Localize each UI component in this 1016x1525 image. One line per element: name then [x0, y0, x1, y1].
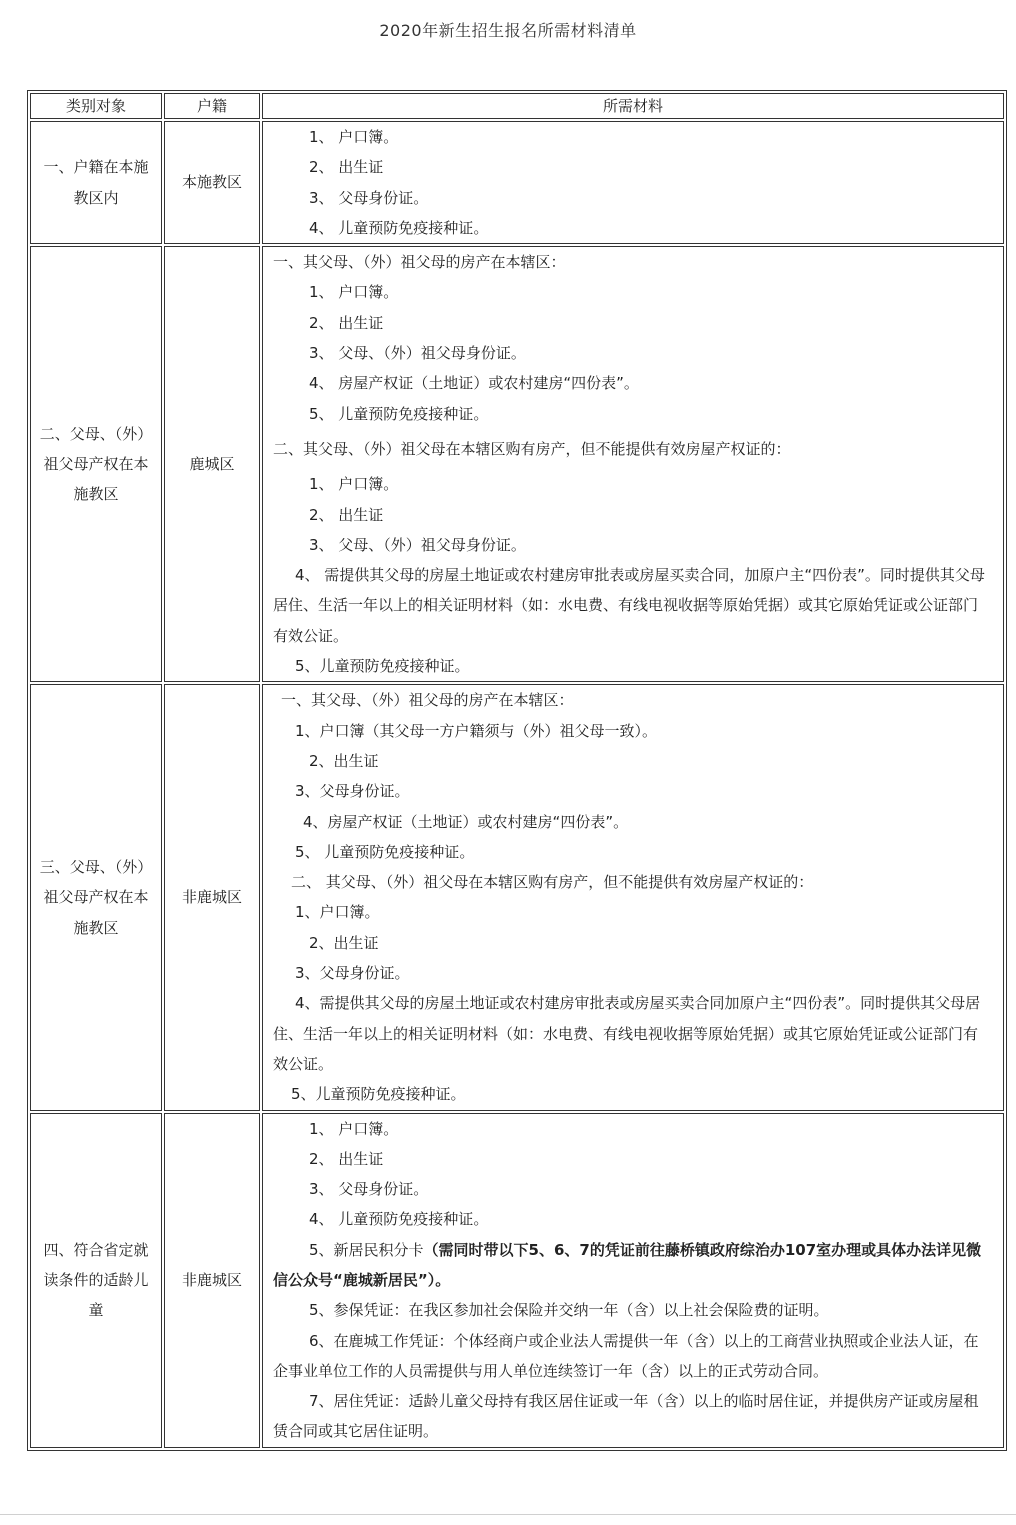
list-item: 1、 户口簿。	[309, 128, 399, 146]
category-cell: 一、户籍在本施教区内	[30, 121, 162, 244]
bold-note: （需同时带以下5、6、7的凭证前往藤桥镇政府综治办107室办理或具体办法详见微信公众号“鹿城新居民”）。	[273, 1240, 982, 1289]
list-item: 3、 父母身份证。	[309, 1180, 429, 1199]
list-item: 1、户口簿。	[295, 903, 380, 922]
item-label: 5、新居民积分卡	[309, 1240, 424, 1259]
list-item: 2、 出生证	[309, 1149, 384, 1168]
list-item-resident-card	[273, 1235, 989, 1296]
list-item: 2、 出生证	[309, 505, 384, 524]
table-row	[30, 1113, 1004, 1448]
table-row	[30, 121, 1004, 244]
registration-cell: 非鹿城区	[164, 684, 260, 1110]
registration-cell: 非鹿城区	[164, 1113, 260, 1448]
list-item: 4、 儿童预防免疫接种证。	[309, 218, 489, 237]
header-materials: 所需材料	[262, 93, 1004, 119]
list-item: 2、出生证	[309, 751, 379, 770]
materials-cell	[262, 684, 1004, 1110]
list-item: 5、参保凭证：在我区参加社会保险并交纳一年（含）以上社会保险费的证明。	[309, 1301, 829, 1320]
category-cell: 二、父母、（外）祖父母产权在本施教区	[30, 246, 162, 682]
materials-cell	[262, 246, 1004, 682]
list-item: 5、 儿童预防免疫接种证。	[309, 404, 489, 423]
list-item: 4、 需提供其父母的房屋土地证或农村建房审批表或房屋买卖合同，加原户主“四份表”。同时提供其父母居住、生活一年以上的相关证明材料（如：水电费、有线电视收据等原始凭据）或其它原始凭证或公证部门有效公证。	[273, 566, 985, 645]
category-cell: 三、父母、（外）祖父母产权在本施教区	[30, 684, 162, 1110]
list-item: 3、父母身份证。	[295, 782, 410, 801]
table-header-row	[30, 93, 1004, 119]
section-heading: 二、 其父母、（外）祖父母在本辖区购有房产，但不能提供有效房屋产权证的：	[291, 873, 814, 892]
page-title: 2020年新生招生报名所需材料清单	[379, 21, 637, 40]
list-item: 1、 户口簿。	[309, 283, 399, 302]
list-item: 7、居住凭证：适龄儿童父母持有我区居住证或一年（含）以上的临时居住证，并提供房产证或房屋租赁合同或其它居住证明。	[273, 1392, 979, 1441]
table-row	[30, 684, 1004, 1110]
list-item: 1、 户口簿。	[309, 1119, 399, 1138]
list-item: 5、儿童预防免疫接种证。	[291, 1085, 466, 1104]
list-item: 4、房屋产权证（土地证）或农村建房“四份表”。	[303, 812, 629, 831]
list-item: 2、 出生证	[309, 158, 384, 177]
list-item: 5、 儿童预防免疫接种证。	[295, 842, 475, 861]
list-item: 3、父母身份证。	[295, 964, 410, 983]
list-item: 1、户口簿（其父母一方户籍须与（外）祖父母一致）。	[295, 721, 658, 740]
bottom-divider	[0, 1514, 1016, 1515]
section-heading: 一、其父母、（外）祖父母的房产在本辖区：	[273, 253, 566, 272]
header-registration: 户籍	[164, 93, 260, 119]
materials-cell	[262, 1113, 1004, 1448]
list-item: 2、出生证	[309, 933, 379, 952]
list-item: 3、 父母、（外）祖父母身份证。	[309, 535, 526, 554]
list-item: 3、 父母、（外）祖父母身份证。	[309, 344, 526, 363]
list-item: 4、 儿童预防免疫接种证。	[309, 1210, 489, 1229]
list-item: 4、需提供其父母的房屋土地证或农村建房审批表或房屋买卖合同加原户主“四份表”。同时提供其父母居住、生活一年以上的相关证明材料（如：水电费、有线电视收据等原始凭据）或其它原始凭证或公证部门有效公证。	[273, 994, 981, 1073]
registration-cell: 鹿城区	[164, 246, 260, 682]
list-item: 6、在鹿城工作凭证：个体经商户或企业法人需提供一年（含）以上的工商营业执照或企业法人证，在企事业单位工作的人员需提供与用人单位连续签订一年（含）以上的正式劳动合同。	[273, 1331, 979, 1380]
list-item: 5、儿童预防免疫接种证。	[295, 657, 470, 676]
section-heading: 二、其父母、（外）祖父母在本辖区购有房产，但不能提供有效房屋产权证的：	[273, 439, 791, 458]
materials-table	[27, 90, 1007, 1451]
section-heading: 一、其父母、（外）祖父母的房产在本辖区：	[281, 691, 574, 710]
list-item: 4、 房屋产权证（土地证）或农村建房“四份表”。	[309, 374, 639, 393]
registration-cell: 本施教区	[164, 121, 260, 244]
table-row	[30, 246, 1004, 682]
materials-cell	[262, 121, 1004, 244]
list-item: 2、 出生证	[309, 313, 384, 332]
list-item: 1、 户口簿。	[309, 475, 399, 494]
list-item: 3、 父母身份证。	[309, 188, 429, 207]
header-category: 类别对象	[30, 93, 162, 119]
category-cell: 四、符合省定就读条件的适龄儿童	[30, 1113, 162, 1448]
